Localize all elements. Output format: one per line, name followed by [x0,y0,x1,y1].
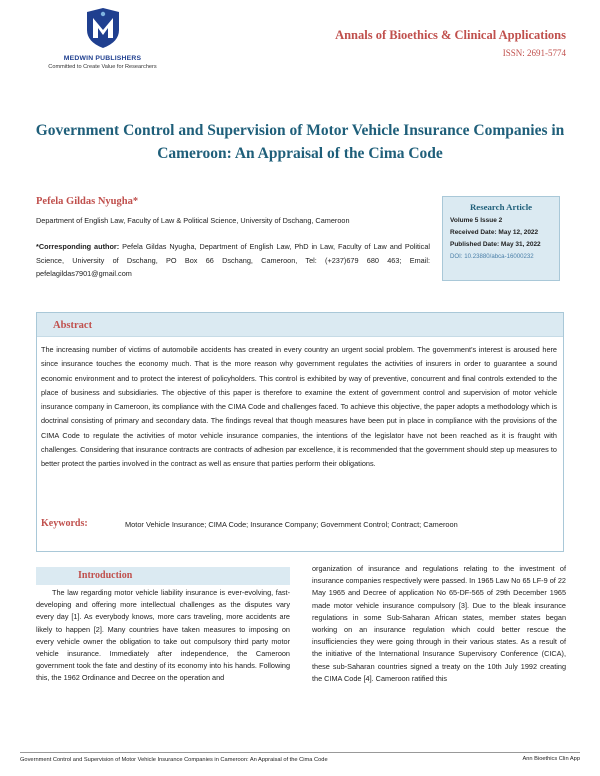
footer-divider [20,752,580,753]
keywords-text: Motor Vehicle Insurance; CIMA Code; Insurance Company; Government Control; Contract; Cameroon [125,520,458,529]
footer-citation: Government Control and Supervision of Motor Vehicle Insurance Companies in Cameroon: An Appraisal of the Cima Code [20,757,328,763]
keywords-label: Keywords: [41,518,88,529]
corresponding-details: Pefela Gildas Nyugha, Department of English Law, PhD in Law, Faculty of Law and Political Science, University of Dschang, PO Box 66 Dschang, Cameroon, Tel: (+237)679 680 463; Email: pefelagildas7901@gmail.com [36,242,430,278]
publisher-logo [30,8,175,70]
publisher-tagline: Committed to Create Value for Researchers [48,64,157,70]
footer-journal-abbr: Ann Bioethics Clin App [522,756,580,762]
abstract-heading: Abstract [37,313,563,337]
received-date: Received Date: May 12, 2022 [450,229,539,236]
publisher-name: MEDWIN PUBLISHERS [63,55,142,62]
journal-name: Annals of Bioethics & Clinical Applications [335,28,566,42]
introduction-left-column: The law regarding motor vehicle liability insurance is ever-evolving, fast-developing and offering more intellectual challenges as the disputes vary every day [1]. As everybody knows, more cars traveling, more accidents are likely to happen [2]. Many countries have taken measures to imposing on every vehicle owner the obligation to take out compulsory third party motor vehicle insurance. Immediately after independence, the Cameroon government took the fate and destiny of its economy into his hands. Following this, the 1962 Ordinance and Decree on the operation and [36,588,290,683]
volume-issue: Volume 5 Issue 2 [450,217,503,224]
abstract-section [36,312,564,552]
article-title: Government Control and Supervision of Motor Vehicle Insurance Companies in Cameroon: An Appraisal of the Cima Code [35,122,565,162]
author-affiliation: Department of English Law, Faculty of Law & Political Science, University of Dschang, Cameroon [36,216,350,225]
corresponding-author [36,240,430,281]
introduction-right-column: organization of insurance and regulations relating to the investment of insurance companies respectively were passed. In 1965 Law No 65 LF-9 of 22 May 1965 and Decree of application No 65-DF-565 of 29th December 1965 made motor vehicle insurance compulsory [3]. Due to the bleak insurance regulations in some Sub-Saharan African states, member states began working on an insurance regulation which could better rescue the insufficiencies they were going through in their various states. As a result of the initiative of the International Insurance Supervisory Conference (CICA), these sub-Saharan countries signed a treaty on the 10th July 1992 creating the CIMA Code [4]. Cameroon ratified this [312,564,566,683]
corresponding-label: *Corresponding author: [36,242,120,251]
journal-issn: ISSN: 2691-5774 [502,48,566,58]
article-info-box [442,196,560,281]
abstract-text: The increasing number of victims of automobile accidents has created in every country an urgent social problem. The government's interest is aroused here since insurance touches the economy much. That is the more reason why government regulates the activities of insurers in order to guarantee a sound economic environment and to protect the interest of policyholders. This control is exhibited by way of preventive, concurrent and final controls extended to the place of business and subsidiaries. The objective of this paper is therefore to examine the extent of government control and supervision of motor vehicle insurance company in Cameroon, its compliance with the CIMA Code and challenges faced. To achieve this objective, the paper adopts a methodology which is doctrinal consisting of primary and secondary data. The findings reveal that though measures have been put in place in compliance with the provisions of the CIMA Code to regulate the activities of motor vehicle insurance companies, the intentions of the legislator have not been reached as it is fraught with challenges. Considering that insurance contracts are contracts of adhesion par excellence, it is recommended that the government should step up measures to better protect the parties involved in the contract as well as ensure that parties perform their obligations. [41,345,557,469]
medwin-m-shield-icon [83,8,123,48]
introduction-heading: Introduction [36,567,290,585]
published-date: Published Date: May 31, 2022 [450,241,541,248]
doi-link[interactable]: DOI: 10.23880/abca-16000232 [450,253,534,260]
journal-header [335,28,566,58]
author-name: Pefela Gildas Nyugha* [36,196,139,207]
article-type: Research Article [469,202,533,212]
